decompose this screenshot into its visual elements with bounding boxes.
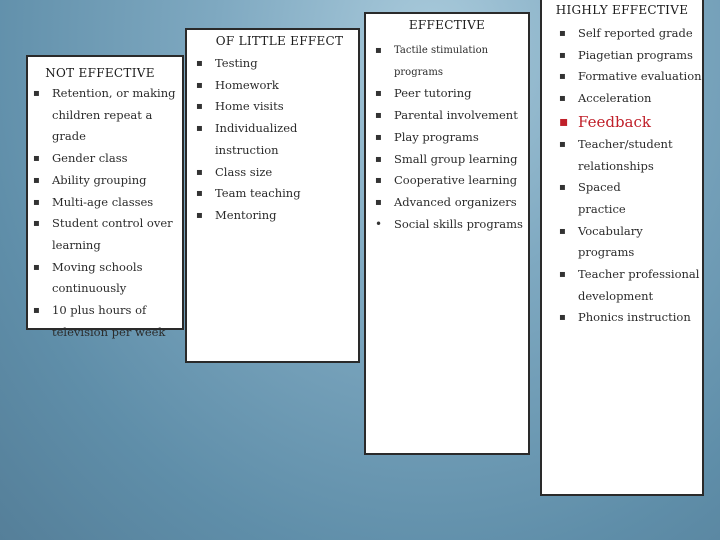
list-item: grade: [52, 129, 86, 144]
bullet-icon: ▪: [196, 123, 203, 135]
list-item: ▪ Piagetian programs: [556, 45, 702, 67]
bullet-icon: ▪: [33, 88, 40, 99]
list-item: ▪ Class size: [193, 162, 358, 184]
not-effective-list: [30, 83, 176, 343]
list-item: ▪ Testing: [193, 53, 358, 75]
list-item: ▪ 10 plus hours of: [30, 300, 176, 322]
list-item: development: [578, 288, 654, 303]
highly-effective-column: [540, 0, 704, 496]
effective-column: [364, 12, 530, 455]
list-item: ▪ Moving schools: [30, 257, 176, 279]
bullet-icon: ▪: [33, 174, 40, 186]
list-item: learning: [52, 237, 101, 252]
bullet-icon: ▪: [375, 45, 382, 56]
effective-title: EFFECTIVE: [408, 18, 486, 32]
bullet-icon: ▪: [559, 113, 569, 130]
list-item: ▪ Teacher/student: [556, 134, 702, 156]
bullet-icon: •: [375, 216, 383, 231]
bullet-icon: ▪: [375, 131, 382, 143]
list-item: ▪ Individualized instruction: [193, 118, 358, 161]
not-effective-title: NOT EFFECTIVE: [45, 66, 155, 80]
bullet-icon: ▪: [559, 138, 566, 150]
effective-list: [372, 40, 523, 235]
list-item: ▪ Phonics instruction: [556, 307, 702, 329]
list-item: programs: [394, 66, 443, 78]
little-effect-list: [193, 53, 358, 227]
bullet-icon: ▪: [33, 196, 40, 208]
bullet-icon: ▪: [33, 305, 40, 317]
list-item: ▪ Multi-age classes: [30, 192, 176, 214]
bullet-icon: ▪: [196, 79, 203, 91]
list-item: ▪ Retention, or making: [30, 83, 176, 105]
list-item: continuously: [52, 281, 127, 296]
list-item: ▪ Home visits: [193, 96, 358, 118]
list-item: ▪ Cooperative learning: [372, 170, 523, 192]
list-item: ▪ Spaced: [556, 177, 702, 199]
bullet-icon: ▪: [559, 49, 566, 61]
bullet-icon: ▪: [196, 166, 203, 178]
list-item: ▪ Self reported grade: [556, 23, 702, 45]
bullet-icon: ▪: [559, 93, 566, 105]
list-item: ▪ Advanced organizers: [372, 192, 523, 214]
bullet-icon: ▪: [375, 175, 382, 187]
list-item-highlight: ▪ Feedback: [556, 110, 702, 134]
list-item: ▪ Formative evaluation: [556, 66, 702, 88]
bullet-icon: ▪: [559, 71, 566, 83]
list-item: ▪ Team teaching: [193, 183, 358, 205]
list-item: ▪ Parental involvement: [372, 105, 523, 127]
list-item: practice: [578, 201, 626, 216]
bullet-icon: ▪: [33, 153, 40, 165]
list-item: relationships: [578, 158, 654, 173]
bullet-icon: ▪: [559, 225, 566, 237]
list-item: ▪ Acceleration: [556, 88, 702, 110]
list-item: ▪ Teacher professional: [556, 264, 702, 286]
bullet-icon: ▪: [33, 218, 40, 230]
list-item: ▪ Student control over: [30, 213, 176, 235]
list-item: ▪ Play programs: [372, 127, 523, 149]
bullet-icon: ▪: [559, 182, 566, 194]
list-item: children repeat a: [52, 107, 153, 122]
highly-effective-title: HIGHLY EFFECTIVE: [555, 3, 689, 17]
list-item: television per week: [52, 324, 166, 339]
bullet-icon: ▪: [375, 110, 382, 122]
not-effective-column: [26, 55, 184, 339]
bullet-icon: ▪: [559, 312, 566, 324]
bullet-icon: ▪: [196, 58, 203, 69]
bullet-icon: ▪: [375, 153, 382, 165]
highly-effective-list: [556, 23, 702, 329]
bullet-icon: ▪: [196, 101, 203, 113]
bullet-icon: ▪: [559, 269, 566, 281]
list-item: • Social skills programs: [372, 214, 523, 236]
list-item: ▪ Peer tutoring: [372, 83, 523, 105]
list-item: ▪ Vocabulary programs: [556, 221, 702, 264]
list-item: ▪ Gender class: [30, 148, 176, 170]
list-item: ▪ Homework: [193, 75, 358, 97]
little-effect-column: [185, 28, 360, 363]
little-effect-title: OF LITTLE EFFECT: [215, 34, 344, 48]
bullet-icon: ▪: [375, 88, 382, 100]
list-item: ▪ Ability grouping: [30, 170, 176, 192]
list-item: ▪ Small group learning: [372, 149, 523, 171]
bullet-icon: ▪: [559, 28, 566, 39]
list-item: ▪ Tactile stimulation: [372, 40, 523, 62]
bullet-icon: ▪: [196, 209, 203, 221]
bullet-icon: ▪: [33, 261, 40, 273]
bullet-icon: ▪: [375, 196, 382, 208]
bullet-icon: ▪: [196, 188, 203, 200]
list-item: ▪ Mentoring: [193, 205, 358, 227]
